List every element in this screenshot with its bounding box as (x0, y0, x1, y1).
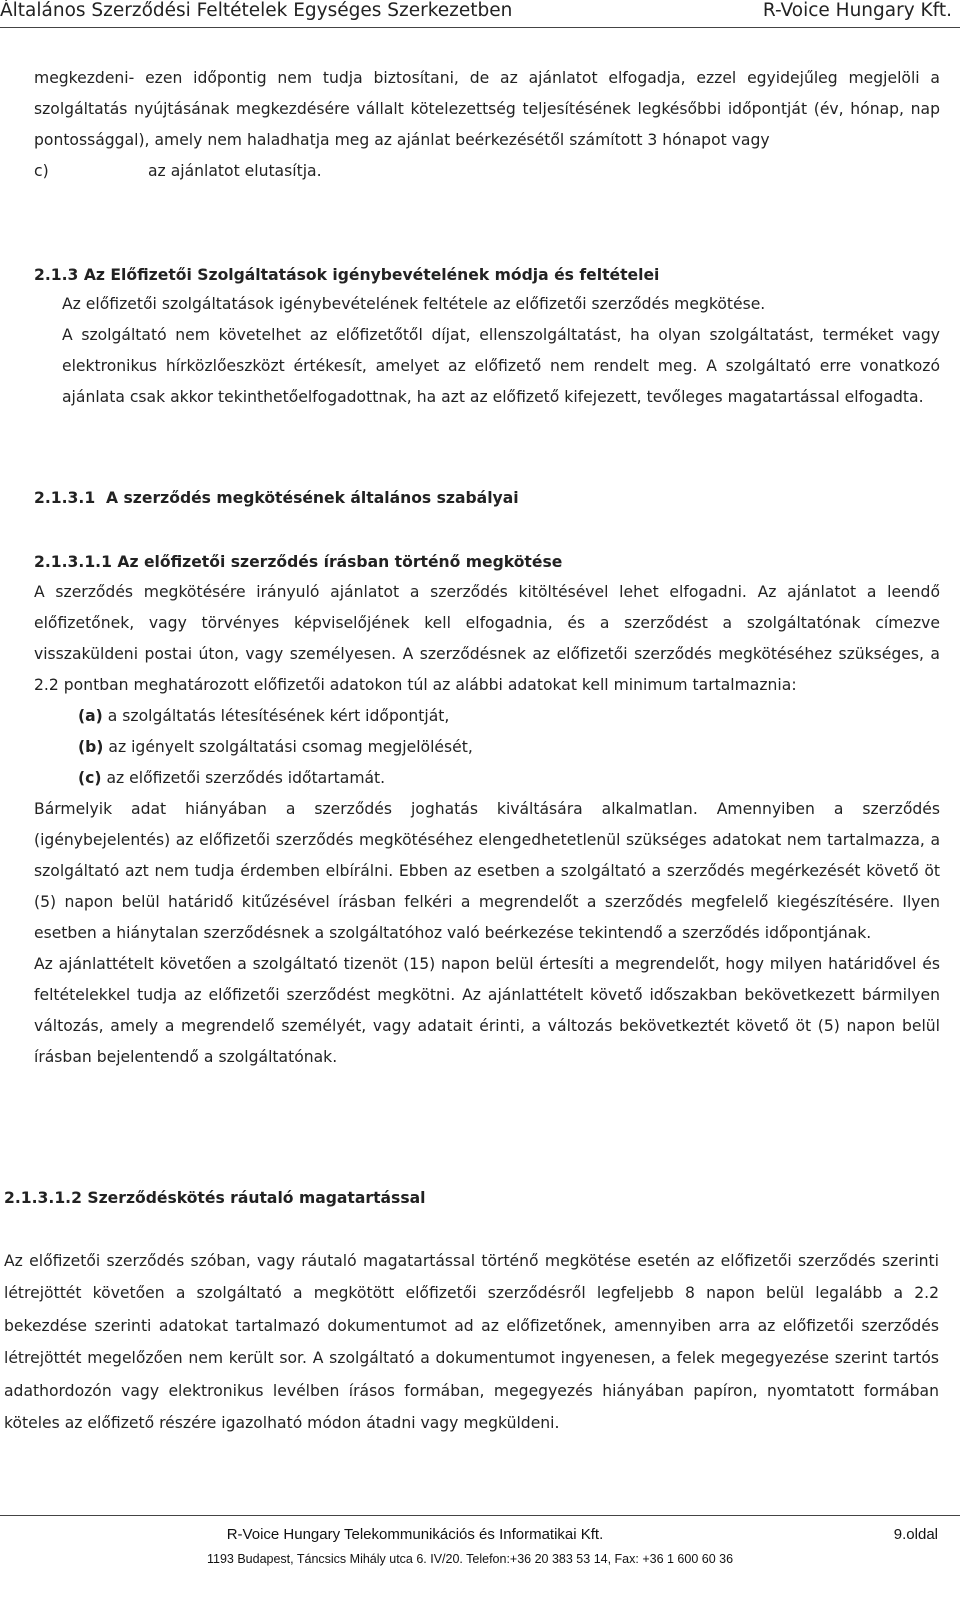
list-item-text: az igényelt szolgáltatási csomag megjelölését, (108, 738, 473, 756)
footer-divider (0, 1515, 960, 1516)
header-title: Általános Szerződési Feltételek Egységes Szerkezetben (0, 0, 513, 21)
list-item (78, 732, 940, 763)
section-heading-2-1-3-1: 2.1.3.1 A szerződés megkötésének általános szabályai (34, 489, 519, 507)
list-item-text: az ajánlatot elutasítja. (148, 162, 322, 180)
list-item-c (34, 156, 940, 187)
paragraph: Bármelyik adat hiányában a szerződés joghatás kiváltására alkalmatlan. Amennyiben a szerződés (igénybejelentés) az előfizetői szerződés megkötéséhez elengedhetetlenül szükséges adatokat nem tartalmazza, a szolgáltató azt nem tudja érdemben elbírálni. Ebben az esetben a szolgáltató a szerződés megérkezését követő öt (5) napon belül határidő kitűzésével írásban felkéri a megrendelőt a szerződés megfelelő kiegészítésére. Ilyen esetben a hiánytalan szerződésnek a szolgáltatóhoz való beérkezése tekintendő a szerződés időpontjának. (34, 800, 940, 942)
list-item (78, 701, 940, 732)
page-header (0, 0, 960, 28)
requirements-list (34, 701, 940, 794)
paragraph: Az előfizetői szerződés szóban, vagy ráutaló magatartással történő megkötése esetén az előfizetői szerződés szerinti létrejöttét követően a szolgáltató a megkötött előfizetői szerződésről legfeljebb 8 napon belül legalább a 2.2 bekezdése szerinti adatokat tartalmazó dokumentumot ad az előfizetőnek, amennyiben arra az előfizetői szerződés létrejöttét megelőzően nem került sor. A szolgáltató a dokumentumot ingyenesen, a felek megegyezése szerint tartós adathordozón vagy elektronikus levélben írásos formában, megegyezés hiányában papíron, nyomtatott formában köteles az előfizető részére igazolható módon átadni vagy megküldeni. (4, 1252, 939, 1433)
list-item-marker: (c) (78, 769, 102, 787)
continuation-paragraph: megkezdeni- ezen időpontig nem tudja biztosítani, de az ajánlatot elfogadja, ezzel egyidejűleg megjelöli a szolgáltatás nyújtásának megkezdésére vállalt kötelezettség teljesítésének legkésőbbi időpontját (év, hónap, nap pontossággal), amely nem haladhatja meg az ajánlat beérkezésétől számított 3 hónapot vagy (34, 69, 940, 149)
list-item-text: az előfizetői szerződés időtartamát. (106, 769, 386, 787)
list-item-marker: (b) (78, 738, 104, 756)
continuation-block (34, 63, 940, 187)
list-item-marker: c) (34, 162, 49, 180)
header-divider (0, 27, 960, 28)
footer-company: R-Voice Hungary Telekommunikációs és Informatikai Kft. (226, 1526, 604, 1543)
paragraph: A szolgáltató nem követelhet az előfizetőtől díjat, ellenszolgáltatást, ha olyan szolgáltatást, terméket vagy elektronikus hírközlőeszközt értékesít, amelyet az előfizető nem rendelt meg. A szolgáltató erre vonatkozó ajánlata csak akkor tekinthetőelfogadottnak, ha azt az előfizető kifejezett, tevőleges magatartással elfogadta. (62, 326, 940, 406)
section-heading-2-1-3-1-1: 2.1.3.1.1 Az előfizetői szerződés írásban történő megkötése (34, 553, 563, 571)
paragraph: Az előfizetői szolgáltatások igénybevételének feltétele az előfizetői szerződés megkötése. (62, 295, 766, 313)
section-2-1-3-1-1-body (34, 577, 940, 1073)
section-2-1-3-body (62, 289, 940, 413)
section-heading-2-1-3: 2.1.3 Az Előfizetői Szolgáltatások igénybevételének módja és feltételei (34, 266, 660, 284)
list-item-marker: (a) (78, 707, 103, 725)
section-2-1-3-1-2-body (4, 1245, 939, 1439)
footer-address: 1193 Budapest, Táncsics Mihály utca 6. IV/20. Telefon:+36 20 383 53 14, Fax: +36 1 600 60 36 (206, 1552, 734, 1566)
page-number: 9.oldal (893, 1526, 938, 1543)
paragraph: Az ajánlattételt követően a szolgáltató tizenöt (15) napon belül értesíti a megrendelőt, hogy milyen határidővel és feltételekkel tudja az előfizetői szerződést megkötni. Az ajánlattételt követő időszakban bekövetkezett bármilyen változás, amely a megrendelő személyét, vagy adatait érinti, a változás bekövetkeztét követő öt (5) napon belül írásban bejelentendő a szolgáltatónak. (34, 955, 940, 1066)
paragraph: A szerződés megkötésére irányuló ajánlatot a szerződés kitöltésével lehet elfogadni. Az ajánlatot a leendő előfizetőnek, vagy törvényes képviselőjének kell elfogadnia, és a szerződést a szolgáltatónak címezve visszaküldeni postai úton, vagy személyesen. A szerződésnek az előfizetői szerződés megkötéséhez szükséges, a 2.2 pontban meghatározott előfizetői adatokon túl az alábbi adatokat kell minimum tartalmaznia: (34, 583, 940, 694)
header-company: R-Voice Hungary Kft. (762, 0, 952, 21)
list-item-text: a szolgáltatás létesítésének kért időpontját, (107, 707, 450, 725)
list-item (78, 763, 940, 794)
section-heading-2-1-3-1-2: 2.1.3.1.2 Szerződéskötés ráutaló magatartással (4, 1189, 426, 1207)
